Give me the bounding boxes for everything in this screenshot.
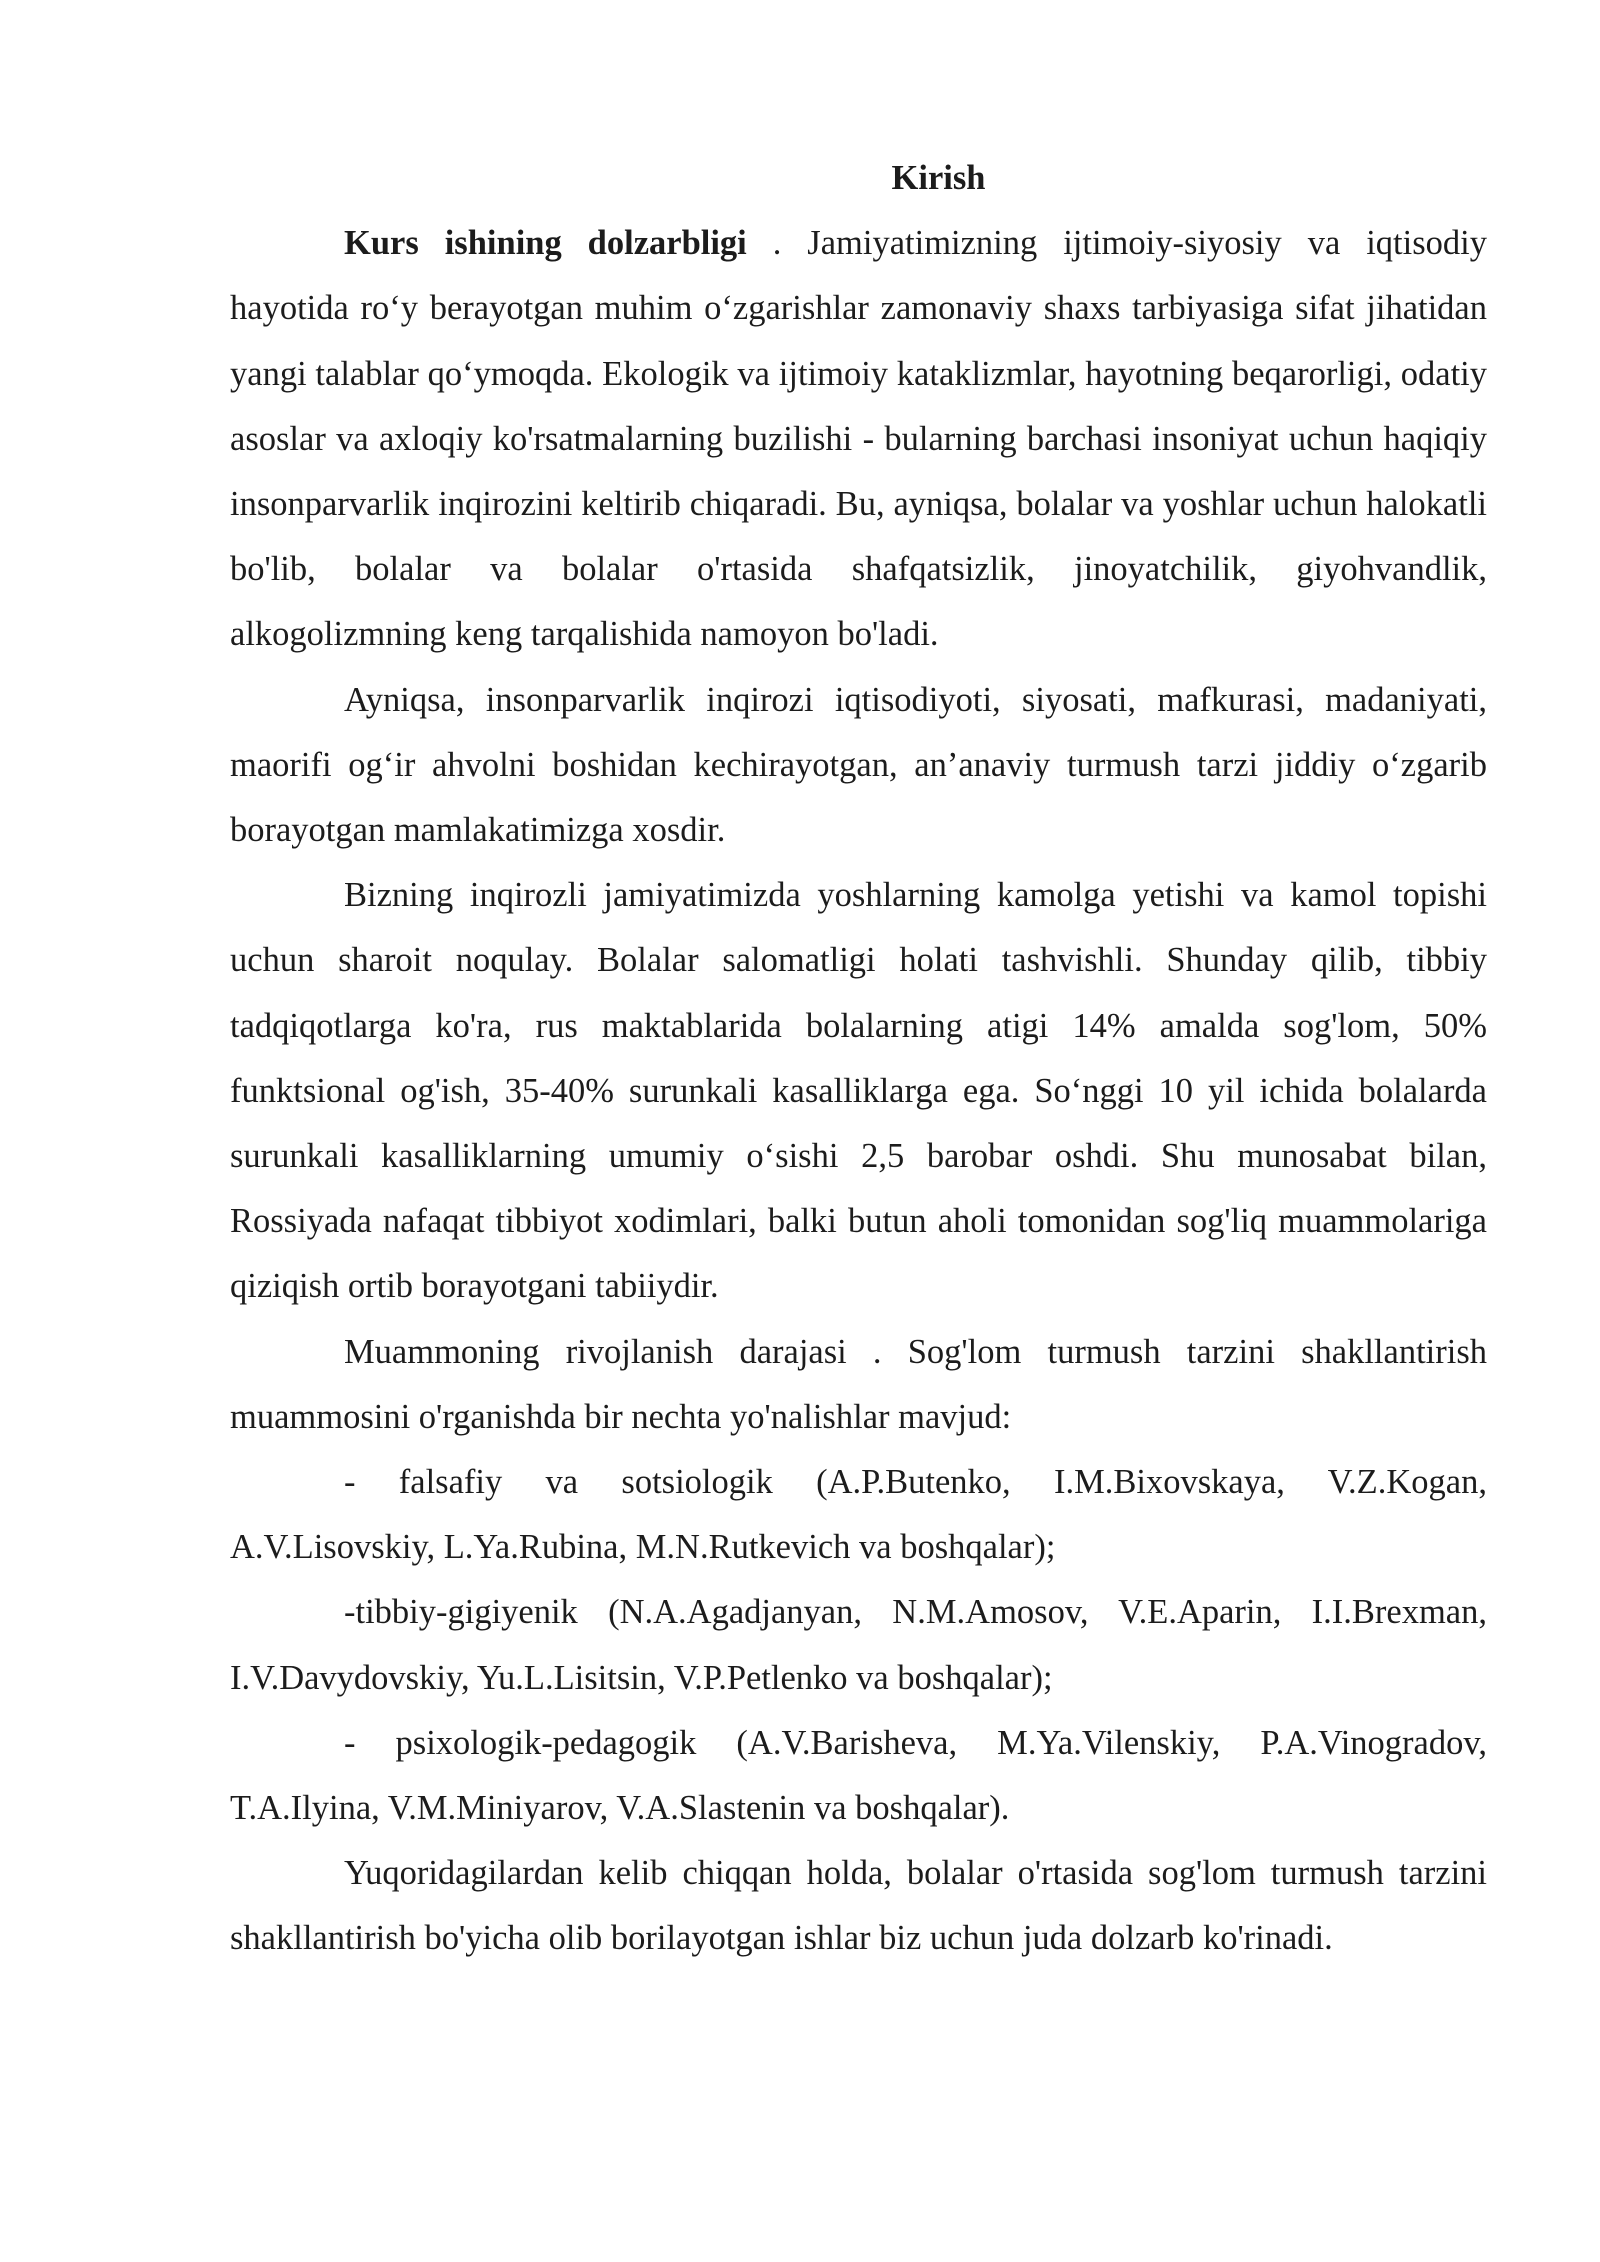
page-title: Kirish [891, 159, 986, 197]
list-item-medical: -tibbiy-gigiyenik (N.A.Agadjanyan, N.M.Amosov, V.E.Aparin, I.I.Brexman, I.V.Davydovskiy, Yu.L.Lisitsin, V.P.Petlenko va boshqalar); [230, 1593, 1487, 1697]
relevance-heading: Kurs ishining dolzarbligi [344, 224, 747, 263]
document-page [230, 146, 1487, 1972]
list-item-psychological: - psixologik-pedagogik (A.V.Barisheva, M.Ya.Vilenskiy, P.A.Vinogradov, T.A.Ilyina, V.M.Miniyarov, V.A.Slastenin va boshqalar). [230, 1723, 1487, 1828]
paragraph-health-statistics: Bizning inqirozli jamiyatimizda yoshlarning kamolga yetishi va kamol topishi uchun sharoit noqulay. Bolalar salomatligi holati tashvishli. Shunday qilib, tibbiy tadqiqotlarga ko'ra, rus maktablarida bolalarning atigi 14% amalda sog'lom, 50% funktsional og'ish, 35-40% surunkali kasalliklarga ega. So‘nggi 10 yil ichida bolalarda surunkali kasalliklarning umumiy o‘sishi 2,5 barobar oshdi. Shu munosabat bilan, Rossiyada nafaqat tibbiyot xodimlari, balki butun aholi tomonidan sog'liq muammolariga qiziqish ortib borayotgani tabiiydir. [230, 876, 1487, 1306]
paragraph-research-directions: Muammoning rivojlanish darajasi . Sog'lom turmush tarzini shakllantirish muammosini o'rganishda bir nechta yo'nalishlar mavjud: [230, 1332, 1487, 1436]
relevance-text: . Jamiyatimizning ijtimoiy-siyosiy va iqtisodiy hayotida ro‘y berayotgan muhim o‘zgarishlar zamonaviy shaxs tarbiyasiga sifat jihatidan yangi talablar qo‘ymoqda. Ekologik va ijtimoiy kataklizmlar, hayotning beqarorligi, odatiy asoslar va axloqiy ko'rsatmalarning buzilishi - bularning barchasi insoniyat uchun haqiqiy insonparvarlik inqirozini keltirib chiqaradi. Bu, ayniqsa, bolalar va yoshlar uchun halokatli bo'lib, bolalar va bolalar o'rtasida shafqatsizlik, jinoyatchilik, giyohvandlik, alkogolizmning keng tarqalishida namoyon bo'ladi. [230, 224, 1487, 654]
paragraph-conclusion: Yuqoridagilardan kelib chiqqan holda, bolalar o'rtasida sog'lom turmush tarzini shakllantirish bo'yicha olib borilayotgan ishlar biz uchun juda dolzarb ko'rinadi. [230, 1854, 1487, 1958]
paragraph-crisis: Ayniqsa, insonparvarlik inqirozi iqtisodiyoti, siyosati, mafkurasi, madaniyati, maorifi og‘ir ahvolni boshidan kechirayotgan, an’anaviy turmush tarzi jiddiy o‘zgarib borayotgan mamlakatimizga xosdir. [230, 680, 1487, 850]
paragraph-relevance [230, 211, 1487, 667]
list-item-philosophical: - falsafiy va sotsiologik (A.P.Butenko, I.M.Bixovskaya, V.Z.Kogan, A.V.Lisovskiy, L.Ya.Rubina, M.N.Rutkevich va boshqalar); [230, 1463, 1487, 1567]
